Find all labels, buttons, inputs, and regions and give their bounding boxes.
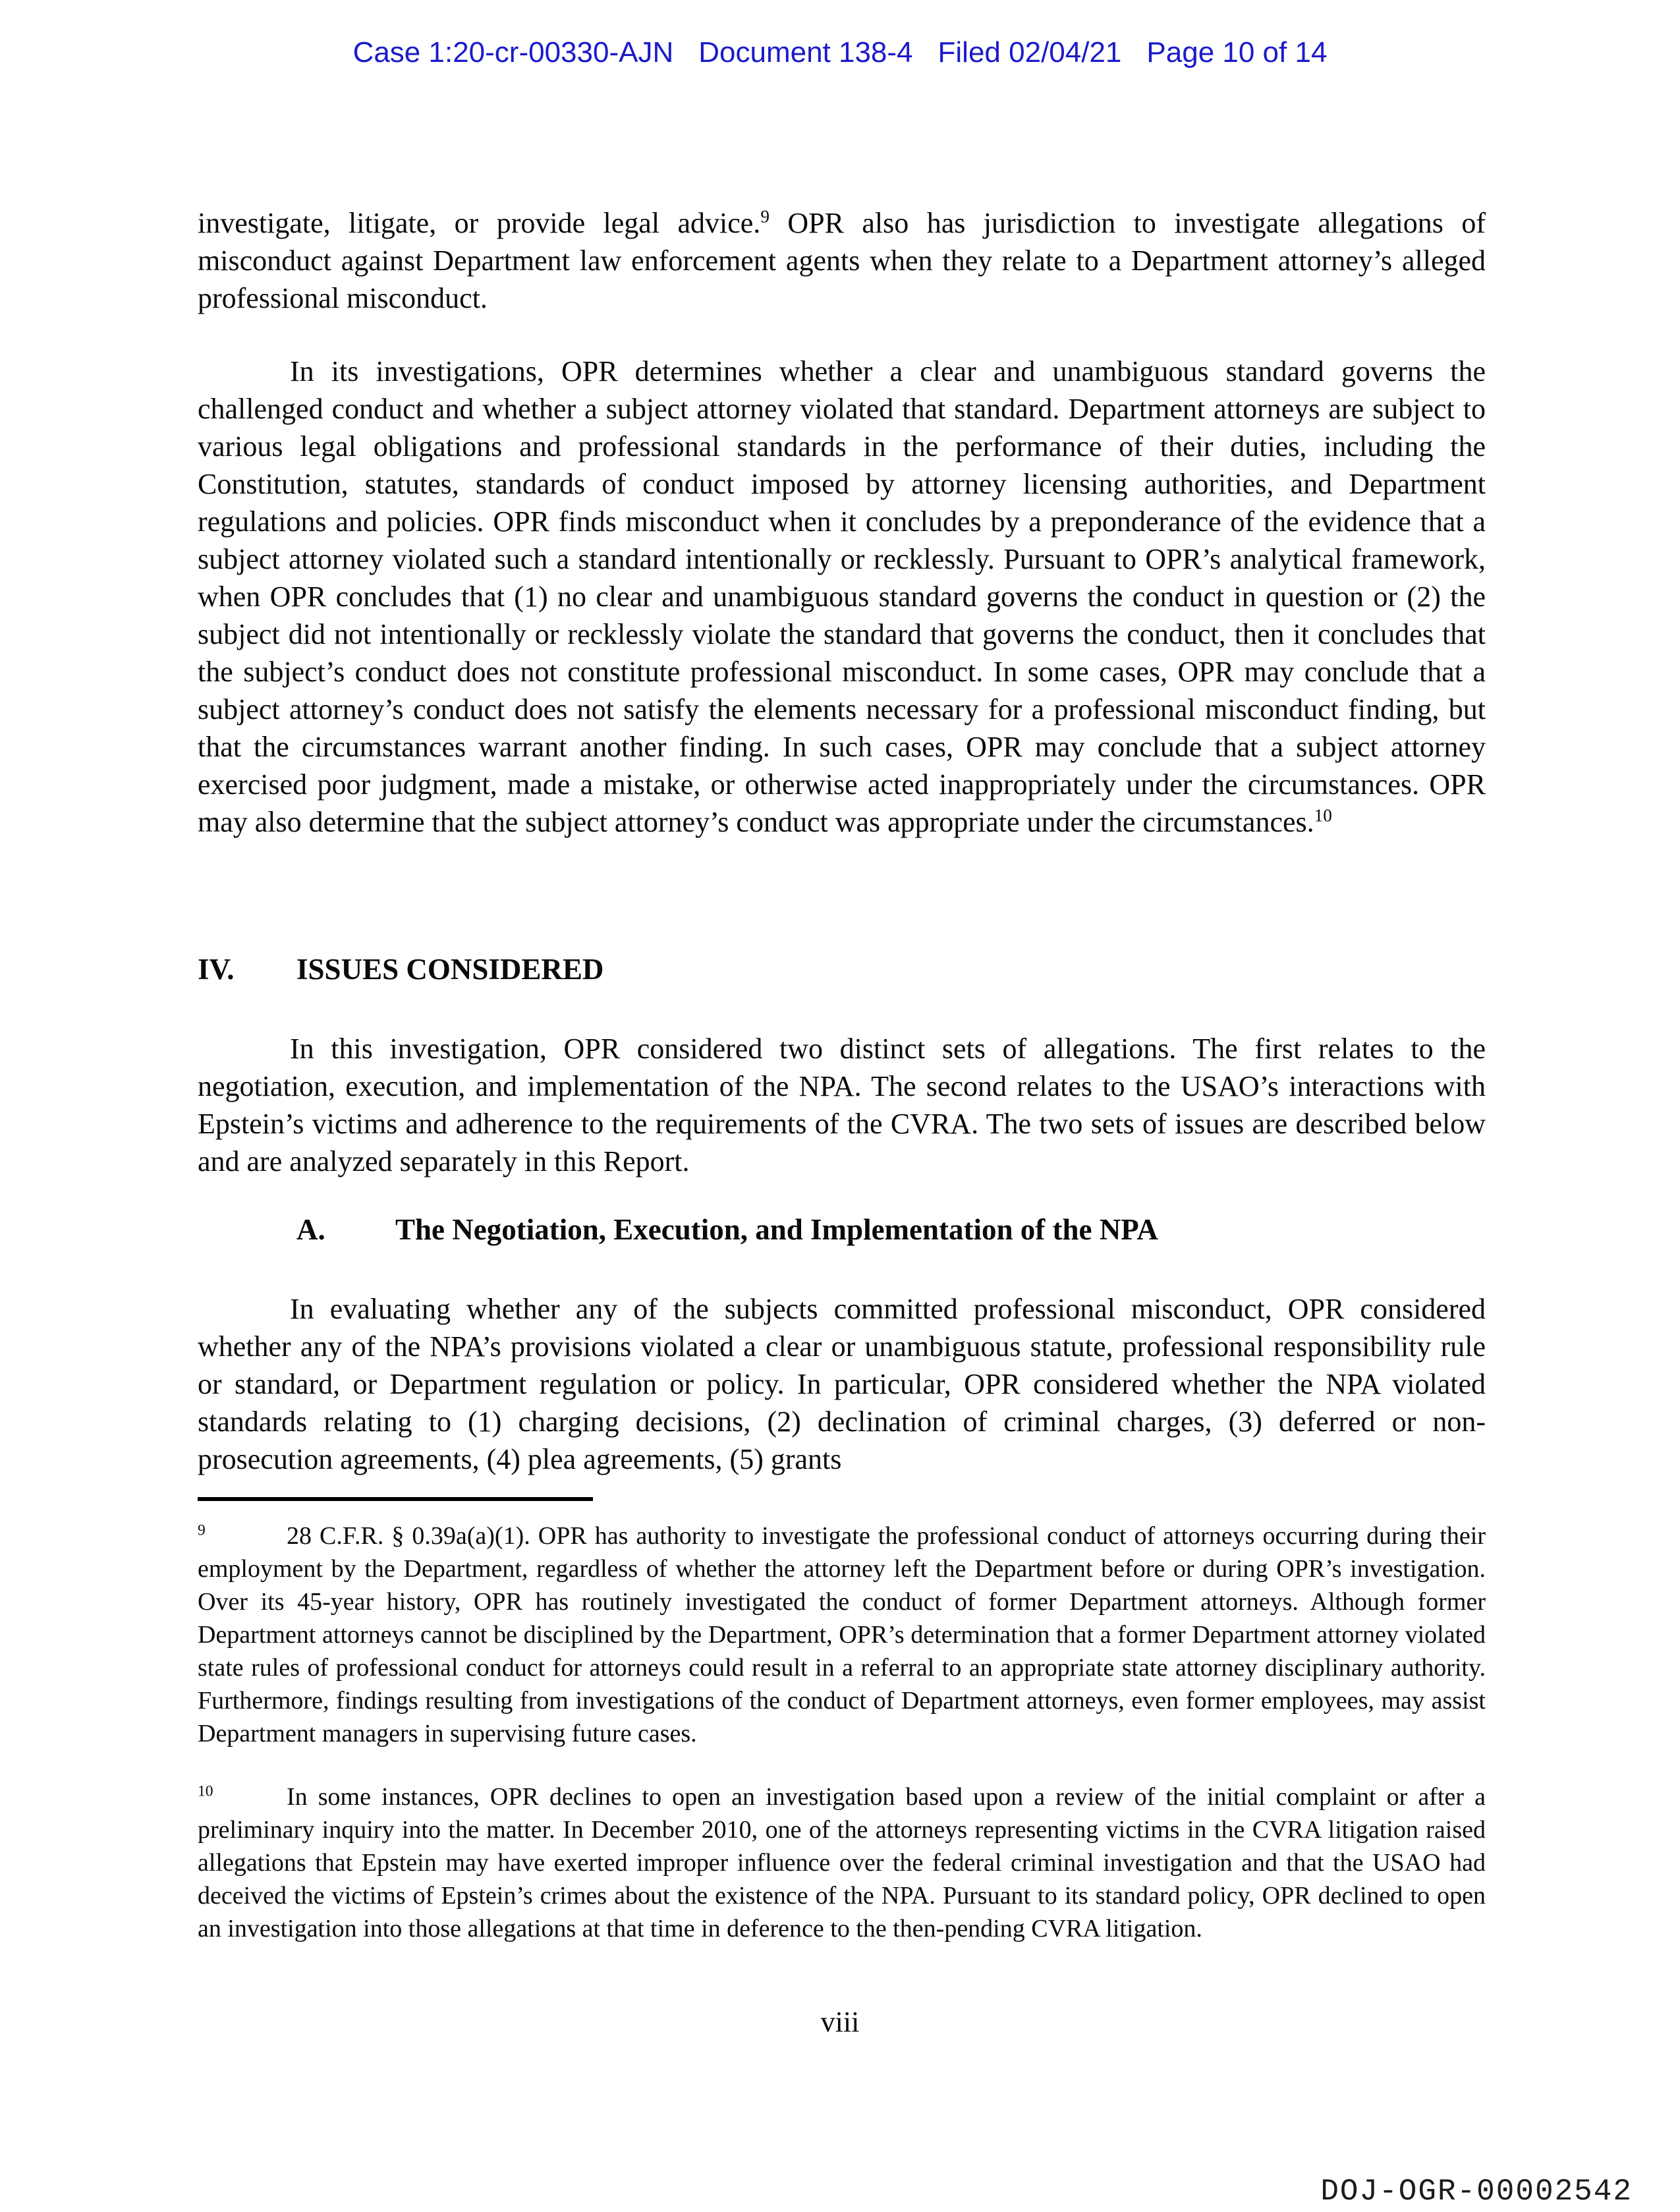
ecf-case-number: Case 1:20-cr-00330-AJN (352, 36, 674, 69)
subsection-title: The Negotiation, Execution, and Implementation of the NPA (395, 1213, 1158, 1246)
footnote-text: 28 C.F.R. § 0.39a(a)(1). OPR has authority to investigate the professional conduct of attorneys occurring during their employment by the Department, regardless of whether the attorney left the Department before or during OPR’s investigation. Over its 45-year history, OPR has routinely investigated the conduct of former Department attorneys. Although former Department attorneys cannot be disciplined by the Department, OPR’s determination that a former Department attorney violated state rules of professional conduct for attorneys could result in a referral to an appropriate state attorney disciplinary authority. Furthermore, findings resulting from investigations of the conduct of Department attorneys, even former employees, may assist Department managers in supervising future cases. (198, 1522, 1486, 1747)
paragraph-issues-overview (198, 1030, 1486, 1180)
paragraph-text: In its investigations, OPR determines whether a clear and unambiguous standard governs the challenged conduct and whether a subject attorney violated that standard. Department attorneys are subject to various legal obligations and professional standards in the performance of their duties, including the Constitution, statutes, standards of conduct imposed by attorney licensing authorities, and Department regulations and policies. OPR finds misconduct when it concludes by a preponderance of the evidence that a subject attorney violated such a standard intentionally or recklessly. Pursuant to OPR’s analytical framework, when OPR concludes that (1) no clear and unambiguous standard governs the conduct in question or (2) the subject did not intentionally or recklessly violate the standard that governs the conduct, then it concludes that the subject’s conduct does not constitute professional misconduct. In some cases, OPR may conclude that a subject attorney’s conduct does not satisfy the elements necessary for a professional misconduct finding, but that the circumstances warrant another finding. In such cases, OPR may conclude that a subject attorney exercised poor judgment, made a mistake, or otherwise acted inappropriately under the circumstances. OPR may also determine that the subject attorney’s conduct was appropriate under the circumstances. (198, 355, 1486, 838)
subsection-letter: A. (296, 1213, 325, 1246)
footnote-number: 10 (198, 1782, 213, 1800)
section-heading-iv (198, 951, 1486, 988)
page-number: viii (820, 2006, 860, 2038)
ecf-header-stamp (0, 36, 1680, 69)
paragraph-text: OPR also has jurisdiction to investigate allegations of misconduct against Department law enforcement agents when they relate to a Department attorney’s alleged professional misconduct. (198, 207, 1486, 314)
paragraph-opr-framework (198, 353, 1486, 841)
footnote-ref-10: 10 (1314, 805, 1332, 826)
paragraph-continuation (198, 204, 1486, 317)
section-title: ISSUES CONSIDERED (296, 953, 604, 986)
footnote-number: 9 (198, 1521, 206, 1539)
footnote-text: In some instances, OPR declines to open an investigation based upon a review of the initial complaint or after a preliminary inquiry into the matter. In December 2010, one of the attorneys representing victims in the CVRA litigation raised allegations that Epstein may have exerted improper influence over the federal criminal investigation and that the USAO had deceived the victims of Epstein’s crimes about the existence of the NPA. Pursuant to its standard policy, OPR declined to open an investigation into those allegations at that time in deference to the then-pending CVRA litigation. (198, 1783, 1486, 1943)
paragraph-text: In evaluating whether any of the subjects committed professional misconduct, OPR considered whether any of the NPA’s provisions violated a clear or unambiguous statute, professional responsibility rule or standard, or Department regulation or policy. In particular, OPR considered whether the NPA violated standards relating to (1) charging decisions, (2) declination of criminal charges, (3) deferred or non-prosecution agreements, (4) plea agreements, (5) grants (198, 1293, 1486, 1475)
footnote-separator-line (198, 1497, 593, 1501)
paragraph-text: investigate, litigate, or provide legal advice. (198, 207, 761, 239)
paragraph-npa-evaluation (198, 1290, 1486, 1478)
ecf-filed-date: Filed 02/04/21 (938, 36, 1122, 69)
footnote-9 (198, 1519, 1486, 1750)
section-number: IV. (198, 953, 235, 986)
ecf-page-of: Page 10 of 14 (1146, 36, 1328, 69)
paragraph-text: In this investigation, OPR considered two distinct sets of allegations. The first relates to the negotiation, execution, and implementation of the NPA. The second relates to the USAO’s interactions with Epstein’s victims and adherence to the requirements of the CVRA. The two sets of issues are described below and are analyzed separately in this Report. (198, 1033, 1486, 1177)
bates-number: DOJ-OGR-00002542 (1320, 2174, 1633, 2209)
subsection-heading-a (296, 1211, 1584, 1249)
footnote-ref-9: 9 (760, 206, 770, 227)
footnote-10 (198, 1780, 1486, 1945)
ecf-document-number: Document 138-4 (698, 36, 913, 69)
footnote-area (198, 1497, 1486, 1945)
